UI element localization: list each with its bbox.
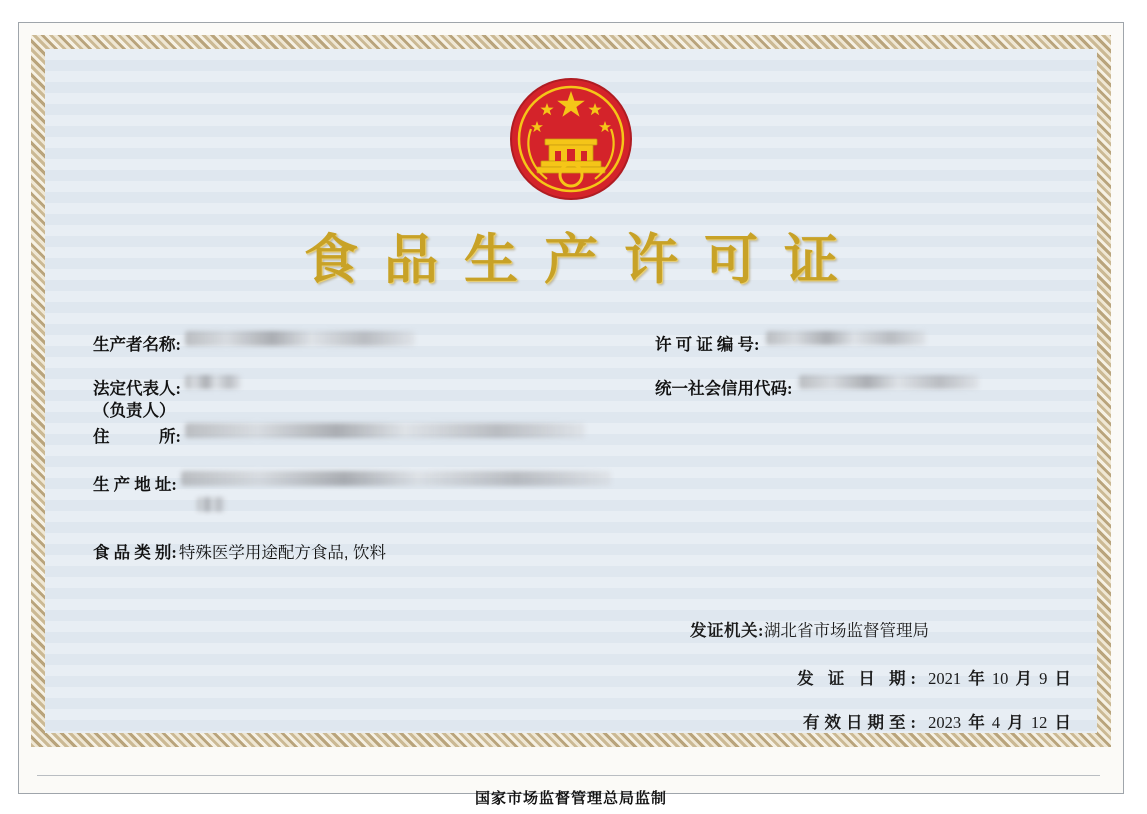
legal-representative-value-redacted — [185, 375, 241, 389]
valid-until-line — [803, 709, 1071, 733]
credit-code-value-redacted — [799, 375, 979, 389]
field-legal-representative-sub — [93, 397, 176, 421]
issue-date-year: 2021 — [928, 669, 962, 688]
address-value-redacted — [185, 423, 585, 438]
producer-name-label: 生产者名称: — [93, 335, 181, 354]
field-credit-code — [655, 375, 979, 399]
legal-representative-label: 法定代表人: — [93, 379, 181, 398]
producer-name-value-redacted — [185, 331, 415, 346]
footer-divider — [37, 775, 1100, 776]
valid-until-month-unit: 月 — [1007, 713, 1024, 732]
issue-date-label: 发 证 日 期: — [797, 669, 921, 688]
issue-date-month: 10 — [991, 669, 1009, 688]
valid-until-month: 4 — [991, 713, 1001, 732]
production-address-value-redacted-line2 — [197, 497, 225, 512]
footer-text: 国家市场监督管理总局监制 — [474, 791, 667, 807]
field-food-category — [93, 539, 386, 563]
issue-date-line — [797, 665, 1071, 689]
valid-until-label: 有效日期至: — [803, 713, 921, 732]
permit-number-label: 许 可 证 编 号: — [655, 335, 760, 354]
field-production-address — [93, 471, 611, 495]
permit-number-value-redacted — [766, 331, 926, 345]
production-address-label: 生 产 地 址: — [93, 475, 177, 494]
food-category-label: 食 品 类 别: — [93, 543, 177, 562]
address-label: 住 所: — [93, 427, 181, 446]
issuing-authority-value: 湖北省市场监督管理局 — [764, 622, 929, 640]
china-national-emblem-icon — [507, 75, 635, 203]
certificate-outer-frame — [18, 22, 1124, 807]
issuing-authority-label: 发证机关: — [690, 621, 764, 640]
legal-representative-sublabel: （负责人） — [93, 401, 176, 420]
certificate-fields — [45, 299, 1097, 733]
field-production-address-line2 — [197, 497, 225, 512]
credit-code-label: 统一社会信用代码: — [655, 379, 793, 398]
valid-until-year: 2023 — [928, 713, 962, 732]
certificate-body — [45, 49, 1097, 733]
field-legal-representative — [93, 375, 241, 399]
valid-until-day-unit: 日 — [1054, 713, 1071, 732]
issue-date-month-unit: 月 — [1015, 669, 1032, 688]
field-permit-number — [655, 331, 926, 355]
valid-until-day: 12 — [1030, 713, 1048, 732]
issuing-authority — [690, 617, 929, 641]
food-category-value: 特殊医学用途配方食品, 饮料 — [178, 544, 387, 562]
valid-until-year-unit: 年 — [968, 713, 985, 732]
production-address-value-redacted — [181, 471, 611, 486]
issue-date-day-unit: 日 — [1054, 669, 1071, 688]
field-address — [93, 423, 585, 447]
field-producer-name — [93, 331, 415, 355]
issue-date-year-unit: 年 — [968, 669, 985, 688]
issue-date-day: 9 — [1039, 669, 1048, 688]
certificate-title: 食品生产许可证 — [304, 230, 864, 290]
